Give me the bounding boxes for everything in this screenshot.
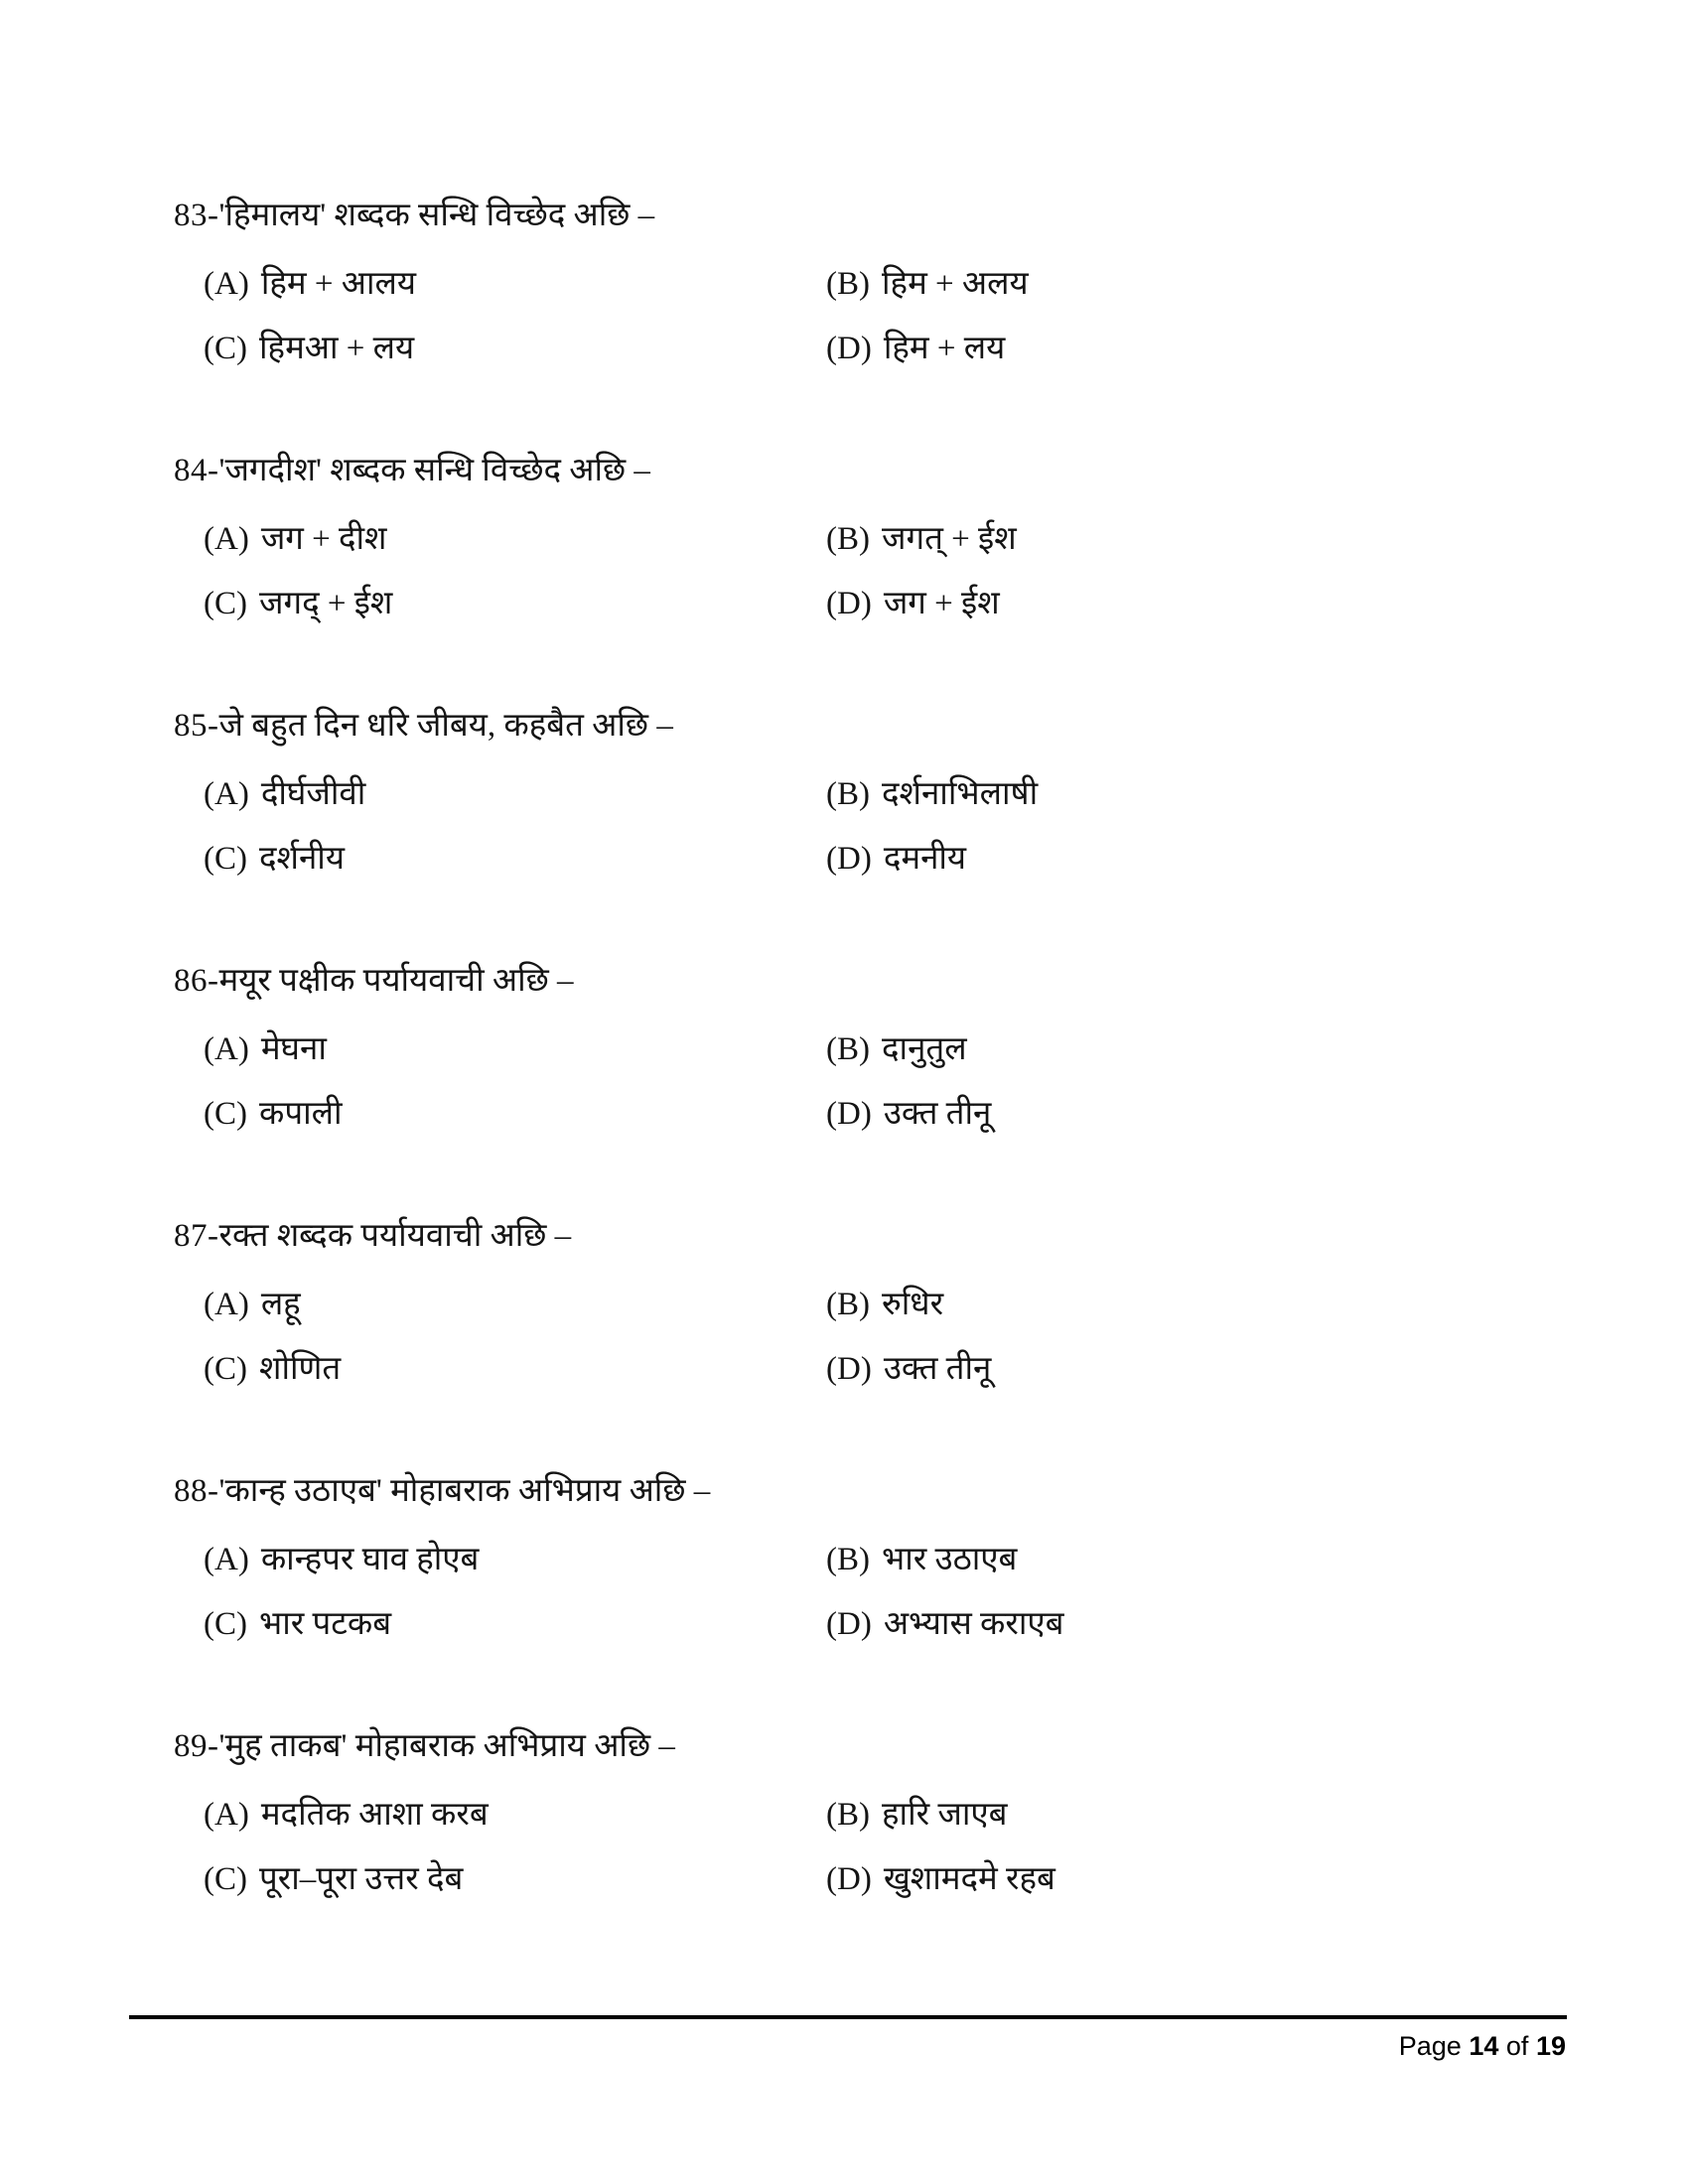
option-d (826, 1603, 1579, 1645)
option-label: (A) (204, 776, 249, 812)
option-c (174, 1603, 826, 1645)
option-label: (D) (826, 841, 872, 877)
option-text: दर्शनाभिलाषी (882, 776, 1039, 812)
option-text: मदतिक आशा करब (260, 1797, 489, 1833)
option-a (174, 1794, 826, 1836)
option-text: भार पटकब (259, 1606, 392, 1642)
question-text (174, 960, 1579, 1002)
option-c (174, 583, 826, 624)
option-row (174, 583, 1579, 624)
question-body: 'मुह ताकब' मोहाबराक अभिप्राय अछि – (218, 1728, 675, 1764)
question-block-84 (174, 450, 1579, 624)
question-block-86 (174, 960, 1579, 1135)
option-label: (C) (204, 1606, 247, 1642)
option-a (174, 518, 826, 560)
option-row (174, 1858, 1579, 1900)
question-block-89 (174, 1725, 1579, 1900)
option-a (174, 1284, 826, 1325)
option-label: (A) (204, 1031, 249, 1067)
option-text: दमनीय (883, 841, 967, 877)
question-text (174, 705, 1579, 747)
option-text: हिमआ + लय (259, 331, 415, 366)
option-label: (D) (826, 331, 872, 366)
option-row (174, 1794, 1579, 1836)
option-row (174, 518, 1579, 560)
option-label: (A) (204, 1797, 249, 1833)
question-number: 89- (174, 1728, 219, 1764)
footer-total-pages: 19 (1535, 2031, 1566, 2061)
option-row (174, 1093, 1579, 1135)
question-block-85 (174, 705, 1579, 880)
option-label: (C) (204, 841, 247, 877)
option-b (826, 518, 1579, 560)
option-c (174, 328, 826, 369)
question-number: 85- (174, 708, 219, 744)
page-number (1399, 2029, 1566, 2063)
option-text: मेघना (260, 1031, 327, 1067)
option-a (174, 263, 826, 305)
option-row (174, 1603, 1579, 1645)
option-text: जग + दीश (260, 521, 387, 557)
option-text: कान्हपर घाव होएब (260, 1542, 480, 1577)
option-row (174, 773, 1579, 815)
option-d (826, 838, 1579, 880)
question-number: 88- (174, 1473, 219, 1509)
option-row (174, 1348, 1579, 1390)
option-b (826, 1028, 1579, 1070)
option-text: जगत् + ईश (882, 521, 1017, 557)
option-label: (C) (204, 1351, 247, 1387)
option-text: पूरा–पूरा उत्तर देब (259, 1861, 464, 1897)
option-label: (B) (826, 1797, 870, 1833)
option-text: दीर्घजीवी (260, 776, 366, 812)
option-text: शोणित (259, 1351, 342, 1387)
option-b (826, 263, 1579, 305)
option-text: खुशामदमे रहब (883, 1861, 1055, 1897)
option-label: (D) (826, 1351, 872, 1387)
question-block-87 (174, 1215, 1579, 1390)
option-row (174, 1539, 1579, 1580)
option-c (174, 838, 826, 880)
option-label: (C) (204, 1096, 247, 1132)
option-b (826, 773, 1579, 815)
option-text: दर्शनीय (259, 841, 345, 877)
option-text: हारि जाएब (882, 1797, 1008, 1833)
option-a (174, 1539, 826, 1580)
option-text: उक्त तीनू (883, 1351, 992, 1387)
option-row (174, 1284, 1579, 1325)
footer-rule (129, 2015, 1567, 2019)
option-label: (A) (204, 1542, 249, 1577)
option-d (826, 328, 1579, 369)
option-d (826, 1348, 1579, 1390)
option-label: (D) (826, 1606, 872, 1642)
option-c (174, 1348, 826, 1390)
option-row (174, 263, 1579, 305)
option-text: अभ्यास कराएब (883, 1606, 1064, 1642)
option-b (826, 1284, 1579, 1325)
option-d (826, 1093, 1579, 1135)
option-row (174, 328, 1579, 369)
question-block-83 (174, 195, 1579, 369)
question-body: मयूर पक्षीक पर्यायवाची अछि – (218, 963, 574, 999)
option-text: कपाली (259, 1096, 343, 1132)
option-row (174, 838, 1579, 880)
option-text: हिम + लय (883, 331, 1006, 366)
option-label: (D) (826, 586, 872, 621)
option-label: (D) (826, 1096, 872, 1132)
option-c (174, 1093, 826, 1135)
question-number: 86- (174, 963, 219, 999)
question-text (174, 1725, 1579, 1767)
option-label: (A) (204, 521, 249, 557)
option-text: दानुतुल (882, 1031, 967, 1067)
question-block-88 (174, 1470, 1579, 1645)
option-label: (C) (204, 586, 247, 621)
option-text: जगद् + ईश (259, 586, 393, 621)
option-label: (B) (826, 521, 870, 557)
option-b (826, 1794, 1579, 1836)
question-body: रक्त शब्दक पर्यायवाची अछि – (218, 1218, 572, 1254)
question-text (174, 195, 1579, 236)
question-body: 'कान्ह उठाएब' मोहाबराक अभिप्राय अछि – (218, 1473, 711, 1509)
footer-page-word: Page (1398, 2031, 1462, 2061)
option-text: जग + ईश (883, 586, 1000, 621)
footer-of-word: of (1505, 2031, 1529, 2061)
option-label: (C) (204, 1861, 247, 1897)
footer-page-number: 14 (1469, 2031, 1499, 2061)
option-a (174, 773, 826, 815)
option-label: (A) (204, 266, 249, 302)
question-body: 'हिमालय' शब्दक सन्धि विच्छेद अछि – (218, 198, 655, 233)
question-list (174, 195, 1579, 1980)
option-label: (B) (826, 1031, 870, 1067)
option-d (826, 583, 1579, 624)
option-a (174, 1028, 826, 1070)
question-body: जे बहुत दिन धरि जीबय, कहबैत अछि – (218, 708, 673, 744)
question-body: 'जगदीश' शब्दक सन्धि विच्छेद अछि – (218, 453, 650, 488)
option-text: हिम + अलय (882, 266, 1029, 302)
option-label: (C) (204, 331, 247, 366)
option-label: (B) (826, 776, 870, 812)
option-text: हिम + आलय (260, 266, 416, 302)
option-label: (B) (826, 266, 870, 302)
option-text: भार उठाएब (882, 1542, 1018, 1577)
option-row (174, 1028, 1579, 1070)
question-number: 83- (174, 198, 219, 233)
option-d (826, 1858, 1579, 1900)
question-number: 87- (174, 1218, 219, 1254)
option-text: उक्त तीनू (883, 1096, 992, 1132)
option-label: (B) (826, 1287, 870, 1322)
option-label: (A) (204, 1287, 249, 1322)
question-text (174, 450, 1579, 491)
option-c (174, 1858, 826, 1900)
option-b (826, 1539, 1579, 1580)
question-text (174, 1215, 1579, 1257)
question-number: 84- (174, 453, 219, 488)
option-label: (B) (826, 1542, 870, 1577)
question-text (174, 1470, 1579, 1512)
option-label: (D) (826, 1861, 872, 1897)
option-text: रुधिर (882, 1287, 944, 1322)
option-text: लहू (260, 1287, 301, 1322)
